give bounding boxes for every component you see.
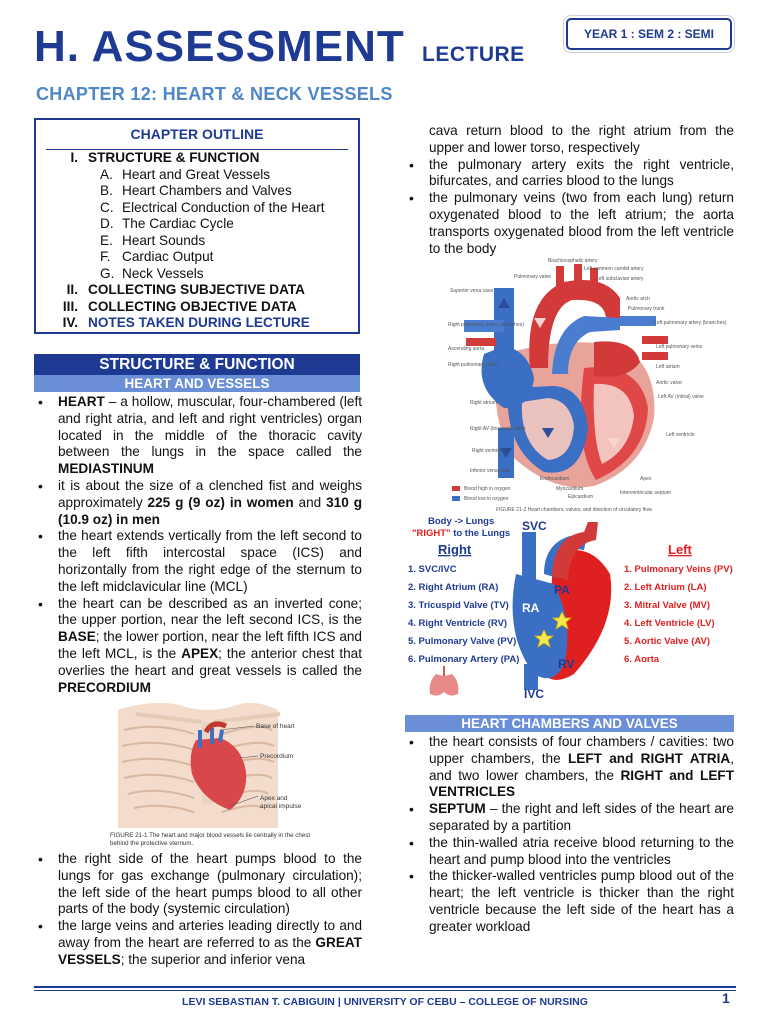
bullet-circulation xyxy=(34,851,362,918)
fig-label: Epicardium xyxy=(568,494,594,500)
section-title-structure: STRUCTURE & FUNCTION xyxy=(34,354,360,375)
bold-term: GREAT VESSELS xyxy=(58,934,362,967)
left-list-item: 5. Aortic Valve (AV) xyxy=(624,636,711,647)
fig-label: Myocardium xyxy=(556,486,584,492)
bold-term: MEDIASTINUM xyxy=(58,461,154,477)
rv-label: RV xyxy=(558,657,575,671)
outline-num: D. xyxy=(100,216,114,231)
bold-term: APEX xyxy=(181,645,219,661)
bullet-text: ; the superior and inferior vena xyxy=(120,951,306,967)
bullet-text: the thicker-walled ventricles pump blood out of the heart; the left ventricle is thicker than the right ventricle because the left side of the heart has a greater workload xyxy=(429,868,734,934)
page-title xyxy=(34,22,525,80)
outline-num: II. xyxy=(66,282,78,297)
legend-low-oxygen: Blood low in oxygen xyxy=(464,496,509,502)
outline-label: Heart Chambers and Valves xyxy=(122,183,292,198)
svc-label: SVC xyxy=(522,519,547,533)
to-lungs-text: to the Lungs xyxy=(450,528,511,539)
fig-label: Left subclavian artery xyxy=(596,276,644,282)
legend-high-oxygen: Blood high in oxygen xyxy=(464,486,511,492)
outline-item xyxy=(36,183,358,200)
fig-label: Right ventricle xyxy=(472,448,504,454)
outline-item xyxy=(36,150,358,167)
svc-vessel xyxy=(522,532,536,588)
outline-num: III. xyxy=(62,298,78,314)
outline-label: Cardiac Output xyxy=(122,249,214,264)
bullet-septum xyxy=(405,801,734,835)
label-precordium: Precordium xyxy=(260,753,294,760)
bullet-text: – a hollow, muscular, four-chambered (left and right atria, and left and right ventricles) organ located in the middle of the thoracic cavity between the lungs in the space called the xyxy=(58,394,362,460)
right-list-item: 2. Right Atrium (RA) xyxy=(408,582,499,593)
diagram-top-line-1: Body -> Lungs xyxy=(428,516,495,527)
outline-label: Electrical Conduction of the Heart xyxy=(122,199,325,215)
bullet-text: the heart can be described as an inverted cone; the upper portion, near the left second ICS, is the xyxy=(58,595,362,628)
label-apical-impulse: apical impulse xyxy=(260,803,302,810)
bullet-heart-extent xyxy=(34,528,362,595)
bold-term: BASE xyxy=(58,629,96,645)
bullet-text: the large veins and arteries leading directly to and away from the heart are referred to as the xyxy=(58,918,362,950)
page-number: 1 xyxy=(722,990,730,1006)
legend-swatch-low xyxy=(452,496,460,501)
outline-label: Heart Sounds xyxy=(122,232,206,248)
left-column-bottom xyxy=(34,851,362,969)
outline-label: COLLECTING SUBJECTIVE DATA xyxy=(88,282,306,297)
chapter-title: CHAPTER 12: HEART & NECK VESSELS xyxy=(36,84,393,104)
right-emphasis: "RIGHT" xyxy=(412,528,451,539)
bold-term: RIGHT and LEFT VENTRICLES xyxy=(429,767,734,800)
bullet-text: and xyxy=(293,494,327,510)
subsection-title-heart-vessels: HEART AND VESSELS xyxy=(34,375,360,392)
outline-item xyxy=(36,233,358,250)
title-main: H. ASSESSMENT xyxy=(34,22,405,71)
right-list-item: 3. Tricuspid Valve (TV) xyxy=(408,600,509,611)
left-list-item: 6. Aorta xyxy=(624,654,660,665)
chest-heart-figure xyxy=(108,700,308,848)
ra-label: RA xyxy=(522,601,540,615)
footer-text xyxy=(34,996,736,1008)
bullet-pulmonary-veins xyxy=(405,190,734,257)
outline-item xyxy=(36,249,358,266)
label-base-of-heart: Base of heart xyxy=(256,723,295,730)
right-list-item: 6. Pulmonary Artery (PA) xyxy=(408,654,520,665)
fig-label: Right pulmonary artery (branches) xyxy=(448,322,524,328)
year-sem-badge: YEAR 1 : SEM 2 : SEMI xyxy=(566,18,732,50)
legend-swatch-high xyxy=(452,486,460,491)
right-column-top xyxy=(405,123,734,257)
bullet-text: the thin-walled atria receive blood returning to the heart and pump blood into the ventricles xyxy=(429,834,734,867)
title-suffix: LECTURE xyxy=(422,43,525,66)
outline-label: Neck Vessels xyxy=(122,265,204,281)
fig-label: Left atrium xyxy=(656,364,680,370)
fig-label: Left ventricle xyxy=(666,432,695,438)
diagram-top-line-2 xyxy=(412,528,510,539)
outline-num: IV. xyxy=(62,315,78,330)
fig-label: Left pulmonary artery (branches) xyxy=(654,320,727,326)
outline-num: F. xyxy=(100,249,111,264)
bullet-text: the heart consists of four chambers / cavities: two upper chambers, the xyxy=(429,734,734,766)
label-apex: Apex and xyxy=(260,795,288,802)
bullet-text: ; the anterior chest that overlies the heart and great vessels is called the xyxy=(58,645,362,678)
blood-flow-diagram xyxy=(404,514,734,702)
footer-divider xyxy=(34,990,736,991)
bullet-text: the right side of the heart pumps blood to the lungs for gas exchange (pulmonary circulation); the left side of the heart pumps blood to all other parts of the body (systemic circulation) xyxy=(58,851,362,917)
fig-label: Aortic arch xyxy=(626,296,650,302)
bullet-four-chambers xyxy=(405,734,734,801)
right-column-bottom xyxy=(405,734,734,936)
fig-label: Left common carotid artery xyxy=(584,266,644,272)
footer-divider xyxy=(34,986,736,988)
outline-label: COLLECTING OBJECTIVE DATA xyxy=(88,298,297,314)
outline-heading: CHAPTER OUTLINE xyxy=(46,126,348,150)
footer-author: LEVI SEBASTIAN T. CABIGUIN xyxy=(182,996,335,1008)
outline-item xyxy=(36,282,358,299)
fig-label: Brachiocephalic artery xyxy=(548,258,598,264)
fig-label: Apex xyxy=(640,476,652,482)
heart-chambers-figure xyxy=(444,258,727,514)
figure-21-2-caption: FIGURE 21-2 Heart chambers, valves, and direction of circulatory flow. xyxy=(496,507,653,513)
left-list-item: 2. Left Atrium (LA) xyxy=(624,582,707,593)
outline-num: G. xyxy=(100,265,115,281)
outline-item xyxy=(36,200,358,217)
bullet-text: ; the lower portion, near the left fifth ICS and the left MCL, is the xyxy=(58,629,362,661)
ivc-label: IVC xyxy=(524,687,545,701)
fig-label: Endocardium xyxy=(540,476,570,482)
fig-label: Aortic valve xyxy=(656,380,682,386)
bold-term: 310 g (10.9 oz) in men xyxy=(58,494,363,527)
left-side-heading: Left xyxy=(668,542,692,557)
fig-label: Right AV (tricuspid) valve xyxy=(470,426,526,432)
right-side-heading: Right xyxy=(438,542,472,557)
left-list-item: 3. Mitral Valve (MV) xyxy=(624,600,711,611)
footer-school: UNIVERSITY OF CEBU – COLLEGE OF NURSING xyxy=(343,996,588,1008)
fig-label: Inferior vena cava xyxy=(470,468,510,474)
bullet-text: the heart extends vertically from the left second to the left fifth intercostal space (ICS) and horizontally from the right edge of the sternum to the left midclavicular line (MCL) xyxy=(58,528,362,594)
bullet-atria xyxy=(405,835,734,869)
right-list-item: 1. SVC/IVC xyxy=(408,564,457,575)
fig-label: Left pulmonary veins xyxy=(656,344,703,350)
bullet-great-vessels xyxy=(34,918,362,968)
subsection-title-chambers-valves: HEART CHAMBERS AND VALVES xyxy=(405,715,734,732)
bullet-heart-definition xyxy=(34,394,362,478)
outline-num: C. xyxy=(100,199,114,215)
bullet-pulmonary-artery xyxy=(405,157,734,191)
bold-term: PRECORDIUM xyxy=(58,679,151,695)
bullet-text: it is about the size of a clenched fist and weighs approximately xyxy=(58,477,362,510)
outline-item xyxy=(36,266,358,283)
bold-term: SEPTUM xyxy=(429,801,486,817)
fig-label: Superior vena cava xyxy=(450,288,494,294)
outline-num: A. xyxy=(100,166,113,182)
fig-label: Pulmonary trunk xyxy=(628,306,665,312)
outline-num: B. xyxy=(100,183,113,198)
bullet-text: – the right and left sides of the heart are separated by a partition xyxy=(429,801,734,833)
fig-label: Pulmonary valve xyxy=(514,274,551,280)
left-column-top xyxy=(34,394,362,696)
bold-term: HEART xyxy=(58,394,105,409)
left-list-item: 1. Pulmonary Veins (PV) xyxy=(624,564,733,575)
outline-item xyxy=(36,315,358,332)
bullet-heart-size xyxy=(34,478,362,528)
outline-num: I. xyxy=(70,150,78,165)
bullet-text: the pulmonary artery exits the right ventricle, bifurcates, and carries blood to the lungs xyxy=(429,156,734,189)
outline-num: E. xyxy=(100,232,113,248)
fig-label: Ascending aorta xyxy=(448,346,485,352)
bullet-ventricles xyxy=(405,868,734,935)
bullet-text: , and two lower chambers, the xyxy=(429,750,734,783)
outline-list xyxy=(36,150,358,332)
outline-item xyxy=(36,299,358,316)
bullet-text: the pulmonary veins (two from each lung) return oxygenated blood to the left atrium; the aorta transports oxygenated blood from the left ventricle to the body xyxy=(429,190,734,256)
outline-item xyxy=(36,216,358,233)
left-list-item: 4. Left Ventricle (LV) xyxy=(624,618,715,629)
outline-label: The Cardiac Cycle xyxy=(122,216,234,231)
lungs-icon xyxy=(430,666,459,696)
pa-label: PA xyxy=(554,583,570,597)
bold-term: 225 g (9 oz) in women xyxy=(147,494,294,510)
outline-item xyxy=(36,167,358,184)
outline-label: STRUCTURE & FUNCTION xyxy=(88,150,260,165)
footer-separator: | xyxy=(334,996,344,1008)
bullet-heart-cone xyxy=(34,596,362,697)
fig-label: Interventricular septum xyxy=(620,490,671,496)
chapter-outline xyxy=(34,118,360,334)
continued-text: cava return blood to the right atrium from the upper and lower torso, respectively xyxy=(429,123,734,155)
fig-label: Left AV (mitral) valve xyxy=(658,394,704,400)
right-list-item: 5. Pulmonary Valve (PV) xyxy=(408,636,517,647)
bold-term: LEFT and RIGHT ATRIA xyxy=(567,750,731,766)
outline-label: NOTES TAKEN DURING LECTURE xyxy=(88,315,310,330)
right-list-item: 4. Right Ventricle (RV) xyxy=(408,618,508,629)
fig-label: Right atrium xyxy=(470,400,497,406)
outline-label: Heart and Great Vessels xyxy=(122,166,271,182)
figure-21-1-caption: FIGURE 21-1 The heart and major blood vessels lie centrally in the chest behind the protective sternum. xyxy=(110,832,311,847)
fig-label: Right pulmonary veins xyxy=(448,362,498,368)
